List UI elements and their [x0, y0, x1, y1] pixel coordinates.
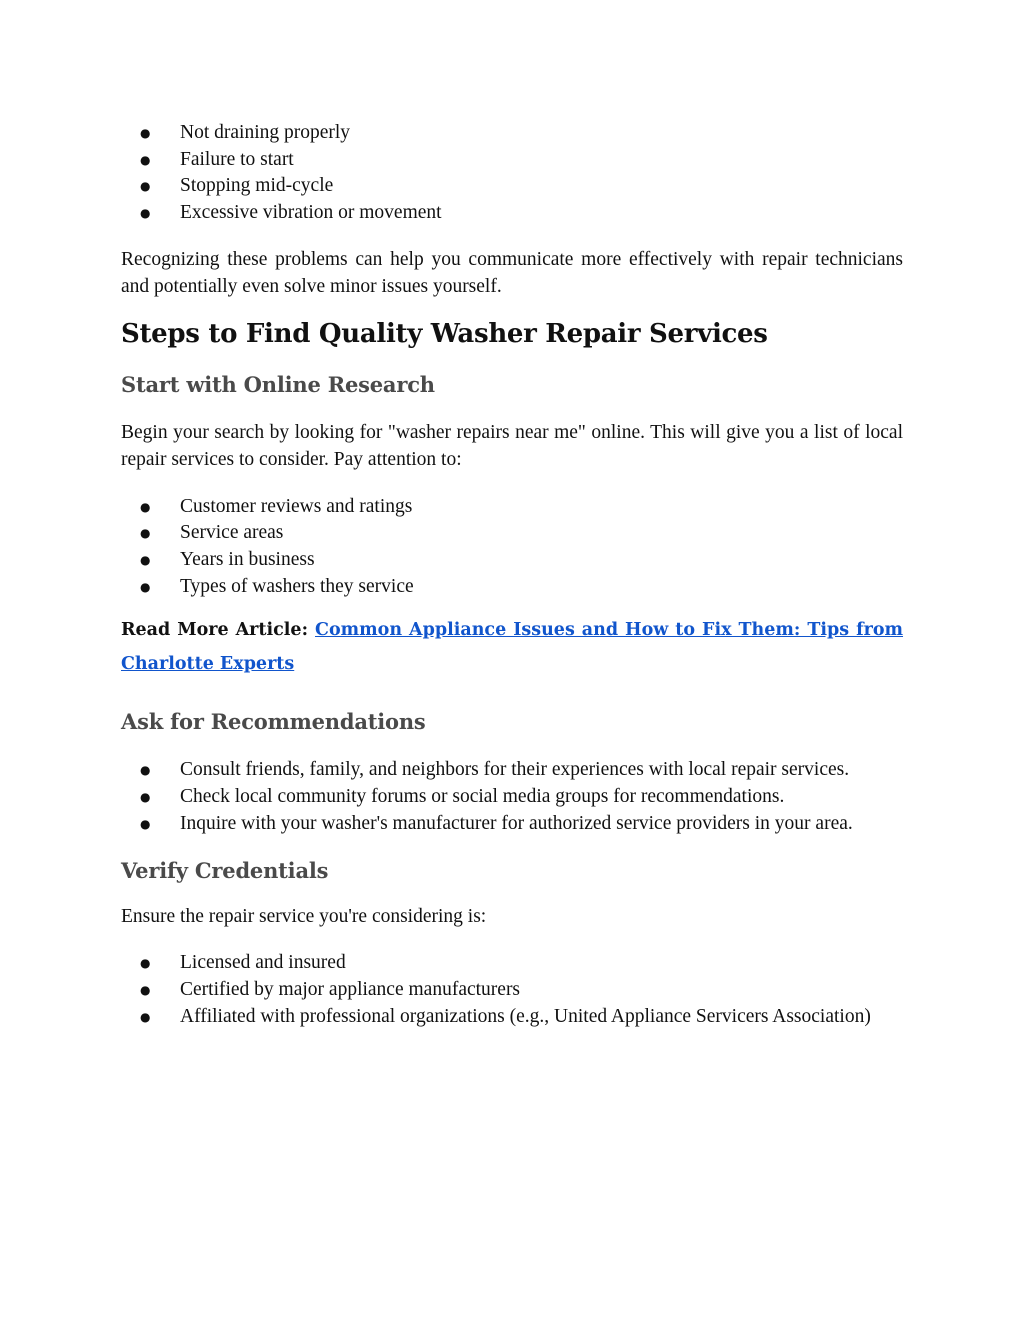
- list-item: ● Certified by major appliance manufacturers: [121, 977, 903, 1004]
- bullet-icon: ●: [140, 553, 151, 568]
- document-page: [121, 116, 903, 1030]
- bullet-icon: ●: [140, 816, 151, 831]
- online-research-list: [121, 494, 903, 601]
- list-item: ● Licensed and insured: [121, 950, 903, 977]
- list-item: ● Years in business: [121, 547, 903, 574]
- list-item: ● Check local community forums or social media groups for recommendations.: [121, 784, 903, 811]
- main-heading: Steps to Find Quality Washer Repair Services: [121, 319, 768, 350]
- list-item: ● Excessive vibration or movement: [121, 200, 903, 227]
- bullet-icon: ●: [140, 790, 151, 805]
- bullet-icon: ●: [140, 152, 151, 167]
- bullet-icon: ●: [140, 179, 151, 194]
- problem-list: [121, 120, 903, 227]
- list-item: ● Consult friends, family, and neighbors for their experiences with local repair services.: [121, 757, 903, 784]
- section-title-online-research: Start with Online Research: [121, 372, 435, 398]
- bullet-icon: ●: [140, 206, 151, 221]
- section-title-recommendations: Ask for Recommendations: [121, 709, 426, 735]
- bullet-icon: ●: [140, 956, 151, 971]
- list-item: ● Stopping mid-cycle: [121, 173, 903, 200]
- recognizing-paragraph: Recognizing these problems can help you communicate more effectively with repair technicians and potentially even solve minor issues yourself.: [121, 248, 903, 297]
- list-item: ● Affiliated with professional organizations (e.g., United Appliance Servicers Association): [121, 1004, 903, 1031]
- list-item: ● Service areas: [121, 520, 903, 547]
- credentials-intro: Ensure the repair service you're considering is:: [121, 905, 487, 927]
- bullet-icon: ●: [140, 1009, 151, 1024]
- bullet-icon: ●: [140, 763, 151, 778]
- list-item: ● Failure to start: [121, 147, 903, 174]
- bullet-icon: ●: [140, 526, 151, 541]
- bullet-icon: ●: [140, 982, 151, 997]
- list-item: ● Inquire with your washer's manufacturer for authorized service providers in your area.: [121, 811, 903, 838]
- read-more-link[interactable]: Common Appliance Issues and How to Fix Them: Tips from Charlotte Experts: [121, 620, 904, 675]
- list-item: ● Not draining properly: [121, 120, 903, 147]
- credentials-list: [121, 950, 903, 1030]
- list-item: ● Customer reviews and ratings: [121, 494, 903, 521]
- section-title-credentials: Verify Credentials: [121, 857, 329, 883]
- read-more: [121, 613, 903, 681]
- bullet-icon: ●: [140, 579, 151, 594]
- online-research-intro: Begin your search by looking for "washer repairs near me" online. This will give you a list of local repair services to consider. Pay attention to:: [121, 422, 903, 470]
- read-more-label: Read More Article:: [121, 620, 309, 641]
- list-item: ● Types of washers they service: [121, 574, 903, 601]
- recommendations-list: [121, 757, 903, 837]
- bullet-icon: ●: [140, 126, 151, 140]
- bullet-icon: ●: [140, 499, 151, 514]
